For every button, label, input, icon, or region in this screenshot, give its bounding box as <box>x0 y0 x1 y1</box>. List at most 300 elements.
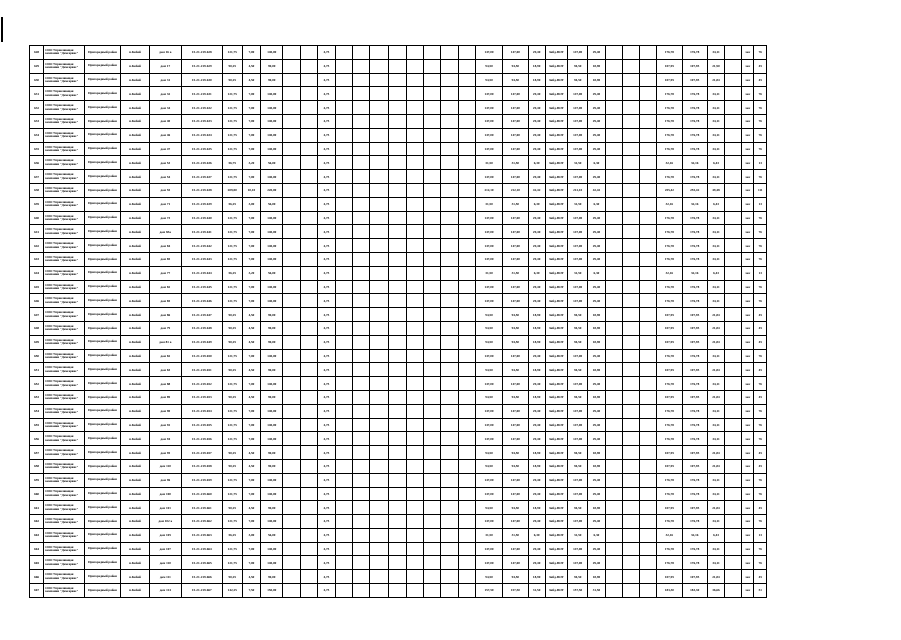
amount-e: 6,30 <box>588 156 605 170</box>
empty-cell <box>300 128 317 142</box>
empty-cell <box>370 114 388 128</box>
amount-c: 29,40 <box>528 377 545 391</box>
amount-d: 147,00 <box>568 128 588 142</box>
empty-cell <box>283 556 300 570</box>
amount-b: 147,00 <box>503 556 528 570</box>
unit-label: мес <box>742 473 754 487</box>
organization-name: ООО Управляющая компания "Домсервис" <box>44 432 85 446</box>
empty-cell <box>353 349 370 363</box>
table-row <box>30 280 767 294</box>
total-a: 176,78 <box>657 252 682 266</box>
table-row <box>30 308 767 322</box>
district-name: Пригородный район <box>84 446 120 460</box>
empty-cell <box>283 432 300 446</box>
empty-cell <box>725 156 742 170</box>
empty-cell <box>622 101 639 115</box>
area-value: 121,75 <box>222 46 242 60</box>
amount-d: 94,50 <box>568 459 588 473</box>
amount-d: 94,50 <box>568 363 588 377</box>
empty-cell <box>725 101 742 115</box>
unit-label: мес <box>742 501 754 515</box>
empty-cell <box>370 459 388 473</box>
unit-label: мес <box>742 294 754 308</box>
cadastral-code: 15-21-219-658 <box>182 459 223 473</box>
cadastral-code: 15-21-219-646 <box>182 294 223 308</box>
empty-cell <box>639 584 656 598</box>
empty-cell <box>336 390 353 404</box>
empty-cell <box>458 390 475 404</box>
unit-label: мес <box>742 142 754 156</box>
empty-cell <box>300 515 317 529</box>
sum-value: 140,00 <box>261 87 283 101</box>
empty-cell <box>639 294 656 308</box>
empty-cell <box>639 515 656 529</box>
sum-value: 90,00 <box>261 335 283 349</box>
empty-cell <box>353 390 370 404</box>
empty-cell <box>336 528 353 542</box>
empty-cell <box>353 377 370 391</box>
empty-cell <box>300 528 317 542</box>
amount-b: 147,00 <box>503 87 528 101</box>
settlement-name: п.Кобяй <box>121 128 149 142</box>
sum-value: 90,00 <box>261 501 283 515</box>
empty-cell <box>336 473 353 487</box>
empty-cell <box>388 570 406 584</box>
empty-cell <box>605 87 622 101</box>
months-value: 51 <box>754 584 767 598</box>
empty-cell <box>370 570 388 584</box>
amount-e: 18,90 <box>588 390 605 404</box>
percent-value: 34,11 <box>707 211 724 225</box>
row-number: 648 <box>30 321 44 335</box>
empty-cell <box>406 252 423 266</box>
empty-cell <box>300 156 317 170</box>
total-a: 107,95 <box>657 321 682 335</box>
empty-cell <box>353 335 370 349</box>
empty-cell <box>406 128 423 142</box>
sum-value: 140,00 <box>261 294 283 308</box>
empty-cell <box>300 446 317 460</box>
empty-cell <box>424 252 441 266</box>
amount-a: 147,00 <box>475 101 502 115</box>
unit-label: мес <box>742 335 754 349</box>
amount-d: 147,00 <box>568 556 588 570</box>
house-number: дом 55 <box>149 183 181 197</box>
amount-a: 31,50 <box>475 197 502 211</box>
amount-d: 31,50 <box>568 266 588 280</box>
table-row <box>30 142 767 156</box>
house-number: дом 100 <box>149 487 181 501</box>
coefficient-value: 4,75 <box>317 128 335 142</box>
total-a: 176,78 <box>657 473 682 487</box>
empty-cell <box>388 377 406 391</box>
months-value: 76 <box>754 404 767 418</box>
settlement-name: п.Кобяй <box>121 266 149 280</box>
district-name: Пригородный район <box>84 211 120 225</box>
empty-cell <box>605 459 622 473</box>
amount-c: 29,40 <box>528 487 545 501</box>
empty-cell <box>605 321 622 335</box>
empty-cell <box>353 404 370 418</box>
rate-value: 4,50 <box>242 321 260 335</box>
area-value: 90,25 <box>222 73 242 87</box>
amount-b: 147,00 <box>503 487 528 501</box>
months-value: 76 <box>754 46 767 60</box>
empty-cell <box>300 197 317 211</box>
empty-cell <box>406 280 423 294</box>
empty-cell <box>283 446 300 460</box>
cadastral-code: 15-21-219-664 <box>182 542 223 556</box>
empty-cell <box>388 473 406 487</box>
rate-value: 7,00 <box>242 542 260 556</box>
months-value: 13 <box>754 156 767 170</box>
empty-cell <box>406 377 423 391</box>
percent-value: 6,43 <box>707 197 724 211</box>
empty-cell <box>300 432 317 446</box>
amount-c: 6,30 <box>528 266 545 280</box>
row-number: 654 <box>30 404 44 418</box>
empty-cell <box>639 183 656 197</box>
amount-c: 29,40 <box>528 542 545 556</box>
empty-cell <box>605 101 622 115</box>
amount-c: 29,40 <box>528 225 545 239</box>
unit-label: мес <box>742 321 754 335</box>
district-name: Пригородный район <box>84 225 120 239</box>
empty-cell <box>406 197 423 211</box>
empty-cell <box>622 487 639 501</box>
sum-value: 140,00 <box>261 377 283 391</box>
program-name: Зибд-ВОТ <box>545 418 567 432</box>
sum-value: 140,00 <box>261 515 283 529</box>
empty-cell <box>406 349 423 363</box>
organization-name: ООО Управляющая компания "Домсервис" <box>44 418 85 432</box>
organization-name: ООО Управляющая компания "Домсервис" <box>44 363 85 377</box>
empty-cell <box>458 501 475 515</box>
percent-value: 34,11 <box>707 294 724 308</box>
empty-cell <box>406 211 423 225</box>
sum-value: 140,00 <box>261 225 283 239</box>
percent-value: 34,11 <box>707 542 724 556</box>
empty-cell <box>622 280 639 294</box>
empty-cell <box>458 59 475 73</box>
months-value: 45 <box>754 501 767 515</box>
sum-value: 140,00 <box>261 349 283 363</box>
rate-value: 7,50 <box>242 584 260 598</box>
unit-label: мес <box>742 570 754 584</box>
percent-value: 21,84 <box>707 335 724 349</box>
settlement-name: п.Кобяй <box>121 584 149 598</box>
total-b: 176,78 <box>682 142 707 156</box>
empty-cell <box>353 418 370 432</box>
empty-cell <box>370 239 388 253</box>
area-value: 90,25 <box>222 321 242 335</box>
unit-label: мес <box>742 156 754 170</box>
empty-cell <box>639 280 656 294</box>
empty-cell <box>283 252 300 266</box>
cadastral-code: 15-21-219-648 <box>182 321 223 335</box>
empty-cell <box>639 542 656 556</box>
empty-cell <box>406 335 423 349</box>
empty-cell <box>441 377 458 391</box>
empty-cell <box>388 294 406 308</box>
house-number: дом 105 <box>149 528 181 542</box>
empty-cell <box>353 446 370 460</box>
empty-cell <box>725 335 742 349</box>
empty-cell <box>424 183 441 197</box>
amount-c: 29,40 <box>528 114 545 128</box>
total-b: 32,16 <box>682 266 707 280</box>
amount-e: 29,40 <box>588 101 605 115</box>
row-number: 643 <box>30 252 44 266</box>
empty-cell <box>424 308 441 322</box>
amount-d: 212,10 <box>568 183 588 197</box>
empty-cell <box>283 377 300 391</box>
empty-cell <box>622 87 639 101</box>
amount-d: 94,50 <box>568 501 588 515</box>
months-value: 76 <box>754 294 767 308</box>
program-name: Зибд-ВОТ <box>545 335 567 349</box>
empty-cell <box>622 542 639 556</box>
amount-b: 31,50 <box>503 197 528 211</box>
rate-value: 4,50 <box>242 390 260 404</box>
empty-cell <box>353 473 370 487</box>
area-value: 121,75 <box>222 473 242 487</box>
rate-value: 7,00 <box>242 101 260 115</box>
area-value: 90,25 <box>222 335 242 349</box>
empty-cell <box>336 418 353 432</box>
empty-cell <box>622 501 639 515</box>
empty-cell <box>406 528 423 542</box>
rate-value: 7,00 <box>242 280 260 294</box>
rate-value: 4,50 <box>242 501 260 515</box>
empty-cell <box>458 515 475 529</box>
amount-d: 147,00 <box>568 101 588 115</box>
empty-cell <box>605 584 622 598</box>
unit-label: мес <box>742 170 754 184</box>
empty-cell <box>639 377 656 391</box>
district-name: Пригородный район <box>84 183 120 197</box>
empty-cell <box>300 349 317 363</box>
empty-cell <box>388 556 406 570</box>
total-a: 107,95 <box>657 501 682 515</box>
empty-cell <box>441 432 458 446</box>
program-name: Зибд-ВОТ <box>545 528 567 542</box>
house-number: дом 111 <box>149 570 181 584</box>
empty-cell <box>336 87 353 101</box>
program-name: Зибд-ВОТ <box>545 473 567 487</box>
amount-a: 147,00 <box>475 377 502 391</box>
empty-cell <box>725 404 742 418</box>
empty-cell <box>370 418 388 432</box>
rate-value: 4,50 <box>242 308 260 322</box>
area-value: 90,25 <box>222 446 242 460</box>
empty-cell <box>725 349 742 363</box>
amount-b: 94,50 <box>503 321 528 335</box>
row-number: 628 <box>30 46 44 60</box>
amount-b: 94,50 <box>503 59 528 73</box>
empty-cell <box>336 556 353 570</box>
percent-value: 34,11 <box>707 487 724 501</box>
coefficient-value: 4,75 <box>317 225 335 239</box>
empty-cell <box>353 294 370 308</box>
empty-cell <box>458 418 475 432</box>
coefficient-value: 4,75 <box>317 487 335 501</box>
empty-cell <box>639 87 656 101</box>
empty-cell <box>605 142 622 156</box>
empty-cell <box>424 170 441 184</box>
empty-cell <box>458 294 475 308</box>
unit-label: мес <box>742 101 754 115</box>
organization-name: ООО Управляющая компания "Домсервис" <box>44 473 85 487</box>
district-name: Пригородный район <box>84 584 120 598</box>
empty-cell <box>441 308 458 322</box>
table-row <box>30 473 767 487</box>
table-row <box>30 487 767 501</box>
settlement-name: п.Кобяй <box>121 252 149 266</box>
empty-cell <box>353 556 370 570</box>
empty-cell <box>639 225 656 239</box>
sum-value: 90,00 <box>261 446 283 460</box>
empty-cell <box>353 156 370 170</box>
organization-name: ООО Управляющая компания "Домсервис" <box>44 211 85 225</box>
amount-a: 147,00 <box>475 211 502 225</box>
empty-cell <box>283 142 300 156</box>
sum-value: 140,00 <box>261 252 283 266</box>
coefficient-value: 4,75 <box>317 266 335 280</box>
empty-cell <box>605 377 622 391</box>
empty-cell <box>406 556 423 570</box>
empty-cell <box>283 390 300 404</box>
empty-cell <box>441 128 458 142</box>
months-value: 76 <box>754 542 767 556</box>
amount-d: 147,00 <box>568 542 588 556</box>
empty-cell <box>353 432 370 446</box>
unit-label: мес <box>742 128 754 142</box>
empty-cell <box>353 128 370 142</box>
amount-a: 94,50 <box>475 501 502 515</box>
row-number: 632 <box>30 101 44 115</box>
empty-cell <box>725 390 742 404</box>
program-name: Зибд-ВОТ <box>545 197 567 211</box>
months-value: 76 <box>754 225 767 239</box>
program-name: Зибд-ВОТ <box>545 308 567 322</box>
unit-label: мес <box>742 349 754 363</box>
area-value: 121,75 <box>222 101 242 115</box>
empty-cell <box>622 211 639 225</box>
amount-b: 147,00 <box>503 170 528 184</box>
empty-cell <box>458 556 475 570</box>
empty-cell <box>336 183 353 197</box>
empty-cell <box>424 404 441 418</box>
empty-cell <box>370 528 388 542</box>
amount-a: 94,50 <box>475 570 502 584</box>
amount-a: 147,00 <box>475 432 502 446</box>
empty-cell <box>605 363 622 377</box>
area-value: 121,75 <box>222 114 242 128</box>
empty-cell <box>424 101 441 115</box>
percent-value: 21,84 <box>707 73 724 87</box>
unit-label: мес <box>742 183 754 197</box>
empty-cell <box>283 156 300 170</box>
empty-cell <box>725 515 742 529</box>
register-rows <box>30 46 767 598</box>
amount-e: 29,40 <box>588 542 605 556</box>
cadastral-code: 15-21-219-628 <box>182 46 223 60</box>
empty-cell <box>622 363 639 377</box>
table-row <box>30 321 767 335</box>
settlement-name: п.Кобяй <box>121 556 149 570</box>
total-a: 32,16 <box>657 197 682 211</box>
empty-cell <box>300 501 317 515</box>
empty-cell <box>370 390 388 404</box>
house-number: дом 54 <box>149 170 181 184</box>
empty-cell <box>441 570 458 584</box>
empty-cell <box>725 377 742 391</box>
empty-cell <box>283 101 300 115</box>
empty-cell <box>300 87 317 101</box>
program-name: Зибд-ВОТ <box>545 542 567 556</box>
program-name: Зибд-ВОТ <box>545 349 567 363</box>
empty-cell <box>424 363 441 377</box>
empty-cell <box>639 128 656 142</box>
area-value: 142,25 <box>222 584 242 598</box>
table-row <box>30 170 767 184</box>
area-value: 121,75 <box>222 225 242 239</box>
total-a: 183,30 <box>657 584 682 598</box>
amount-e: 18,90 <box>588 570 605 584</box>
settlement-name: п.Кобяй <box>121 570 149 584</box>
months-value: 111 <box>754 183 767 197</box>
empty-cell <box>424 542 441 556</box>
empty-cell <box>458 225 475 239</box>
empty-cell <box>406 225 423 239</box>
program-name: Зибд-ВОТ <box>545 501 567 515</box>
empty-cell <box>388 239 406 253</box>
table-row <box>30 390 767 404</box>
months-value: 76 <box>754 418 767 432</box>
house-number: дом 77 <box>149 266 181 280</box>
rate-value: 4,50 <box>242 446 260 460</box>
district-name: Пригородный район <box>84 528 120 542</box>
empty-cell <box>605 308 622 322</box>
empty-cell <box>406 266 423 280</box>
amount-d: 94,50 <box>568 59 588 73</box>
area-value: 121,75 <box>222 294 242 308</box>
amount-c: 18,90 <box>528 446 545 460</box>
unit-label: мес <box>742 390 754 404</box>
empty-cell <box>605 73 622 87</box>
empty-cell <box>406 59 423 73</box>
empty-cell <box>424 335 441 349</box>
amount-d: 147,00 <box>568 487 588 501</box>
settlement-name: п.Кобяй <box>121 363 149 377</box>
empty-cell <box>725 225 742 239</box>
amount-d: 94,50 <box>568 570 588 584</box>
empty-cell <box>370 225 388 239</box>
settlement-name: п.Кобяй <box>121 225 149 239</box>
empty-cell <box>336 542 353 556</box>
empty-cell <box>300 252 317 266</box>
empty-cell <box>300 294 317 308</box>
empty-cell <box>370 266 388 280</box>
row-number: 661 <box>30 501 44 515</box>
table-row <box>30 363 767 377</box>
total-b: 107,95 <box>682 59 707 73</box>
table-row <box>30 46 767 60</box>
empty-cell <box>424 556 441 570</box>
empty-cell <box>336 128 353 142</box>
district-name: Пригородный район <box>84 294 120 308</box>
